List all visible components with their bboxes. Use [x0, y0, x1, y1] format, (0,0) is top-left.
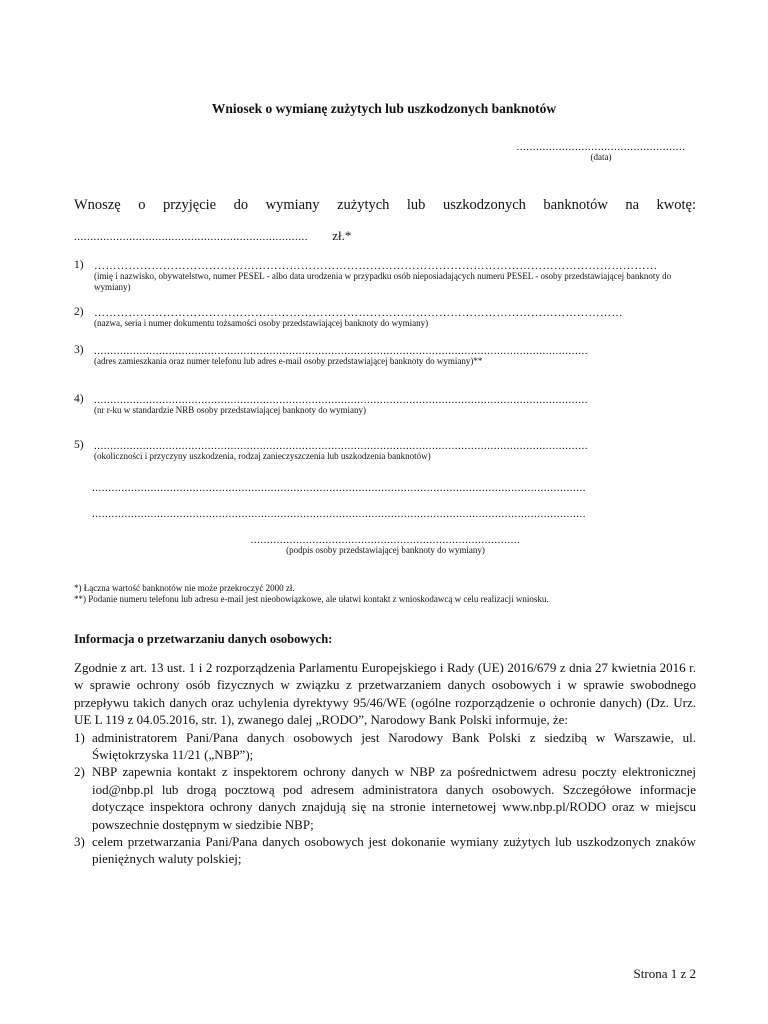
field-caption: (imię i nazwisko, obywatelstwo, numer PESEL - albo data urodzenia w przypadku osób nieposiadających numeru PESEL - osoby przedstawiającej banknoty do wymiany)	[94, 271, 672, 292]
list-marker: 2)	[74, 764, 85, 780]
field-number: 3)	[74, 344, 84, 356]
signature-field	[243, 535, 528, 556]
page-number: Strona 1 z 2	[633, 966, 696, 981]
list-text: celem przetwarzania Pani/Pana danych osobowych jest dokonanie wymiany zużytych lub uszkodzonych znaków pieniężnych waluty polskiej;	[92, 834, 696, 867]
list-item	[74, 729, 696, 764]
date-dots: ....................................................	[516, 142, 686, 152]
amount-field	[74, 228, 414, 244]
list-item	[74, 833, 696, 868]
footnote: *) Łączna wartość banknotów nie może przekroczyć 2000 zł.	[74, 583, 295, 593]
footnote: **) Podanie numeru telefonu lub adresu e-mail jest nieobowiązkowe, ale ułatwi kontakt z wnioskodawcą w celu realizacji wniosku.	[74, 594, 549, 604]
info-heading: Informacja o przetwarzaniu danych osobowych:	[74, 632, 333, 646]
signature-dots: ...................................................................................	[250, 535, 521, 545]
footnotes	[74, 583, 674, 605]
field-dots: …………………………………………………………………………………………………………………………………	[94, 261, 658, 271]
form-title: Wniosek o wymianę zużytych lub uszkodzonych banknotów	[211, 101, 557, 116]
list-text: administratorem Pani/Pana danych osobowych jest Narodowy Bank Polski z siedzibą w Warszawie, ul. Świętokrzyska 11/21 („NBP”);	[92, 729, 696, 763]
list-marker: 3)	[74, 834, 85, 850]
date-field	[506, 142, 696, 163]
date-label: (data)	[590, 152, 612, 162]
field-number: 1)	[74, 259, 84, 271]
info-list	[74, 729, 696, 868]
field-caption: (adres zamieszkania oraz numer telefonu lub adres e-mail osoby przedstawiającej banknoty do wymiany)**	[94, 356, 483, 366]
request-statement: Wnoszę o przyjęcie do wymiany zużytych lub uszkodzonych banknotów na kwotę:	[74, 197, 696, 213]
signature-label: (podpis osoby przedstawiającej banknoty do wymiany)	[286, 545, 485, 555]
amount-dots: ........................................................................	[74, 232, 308, 243]
info-body	[74, 659, 696, 868]
field-dots: …………………………………………………………………………………………………………………………	[94, 308, 623, 318]
extra-dotted-line: ........................................................................................................................................................	[92, 483, 586, 493]
field-dots: ........................................................................................................................................................	[94, 441, 588, 451]
amount-currency: zł.*	[332, 228, 352, 243]
extra-dotted-line: ........................................................................................................................................................	[92, 509, 586, 519]
list-marker: 1)	[74, 729, 85, 745]
list-item	[74, 763, 696, 833]
info-intro: Zgodnie z art. 13 ust. 1 i 2 rozporządzenia Parlamentu Europejskiego i Rady (UE) 2016/679 z dnia 27 kwietnia 2016 r. w sprawie ochrony osób fizycznych w związku z przetwarzaniem danych osobowych i w sprawie swobodnego przepływu takich danych oraz uchylenia dyrektywy 95/46/WE (ogólne rozporządzenie o ochronie danych) (Dz. Urz. UE L 119 z 04.05.2016, str. 1), zwanego dalej „RODO”, Narodowy Bank Polski informuje, że:	[74, 660, 696, 728]
field-number: 4)	[74, 393, 84, 405]
field-caption: (nr r-ku w standardzie NRB osoby przedstawiającej banknoty do wymiany)	[94, 405, 366, 415]
field-caption: (okoliczności i przyczyny uszkodzenia, rodzaj zanieczyszczenia lub uszkodzenia banknotów)	[94, 451, 431, 461]
list-text: NBP zapewnia kontakt z inspektorem ochrony danych w NBP za pośrednictwem adresu poczty elektronicznej iod@nbp.pl lub drogą pocztową pod adresem administratora danych osobowych. Szczegółowe informacje dotyczące inspektora ochrony danych znajdują się na stronie internetowej www.nbp.pl/RODO oraz w miejscu powszechnie dostępnym w siedzibie NBP;	[92, 764, 696, 832]
field-dots: ........................................................................................................................................................	[94, 346, 588, 356]
field-number: 5)	[74, 439, 84, 451]
field-number: 2)	[74, 306, 84, 318]
field-dots: ........................................................................................................................................................	[94, 395, 588, 405]
field-caption: (nazwa, seria i numer dokumentu tożsamości osoby przedstawiającej banknoty do wymiany)	[94, 318, 429, 328]
